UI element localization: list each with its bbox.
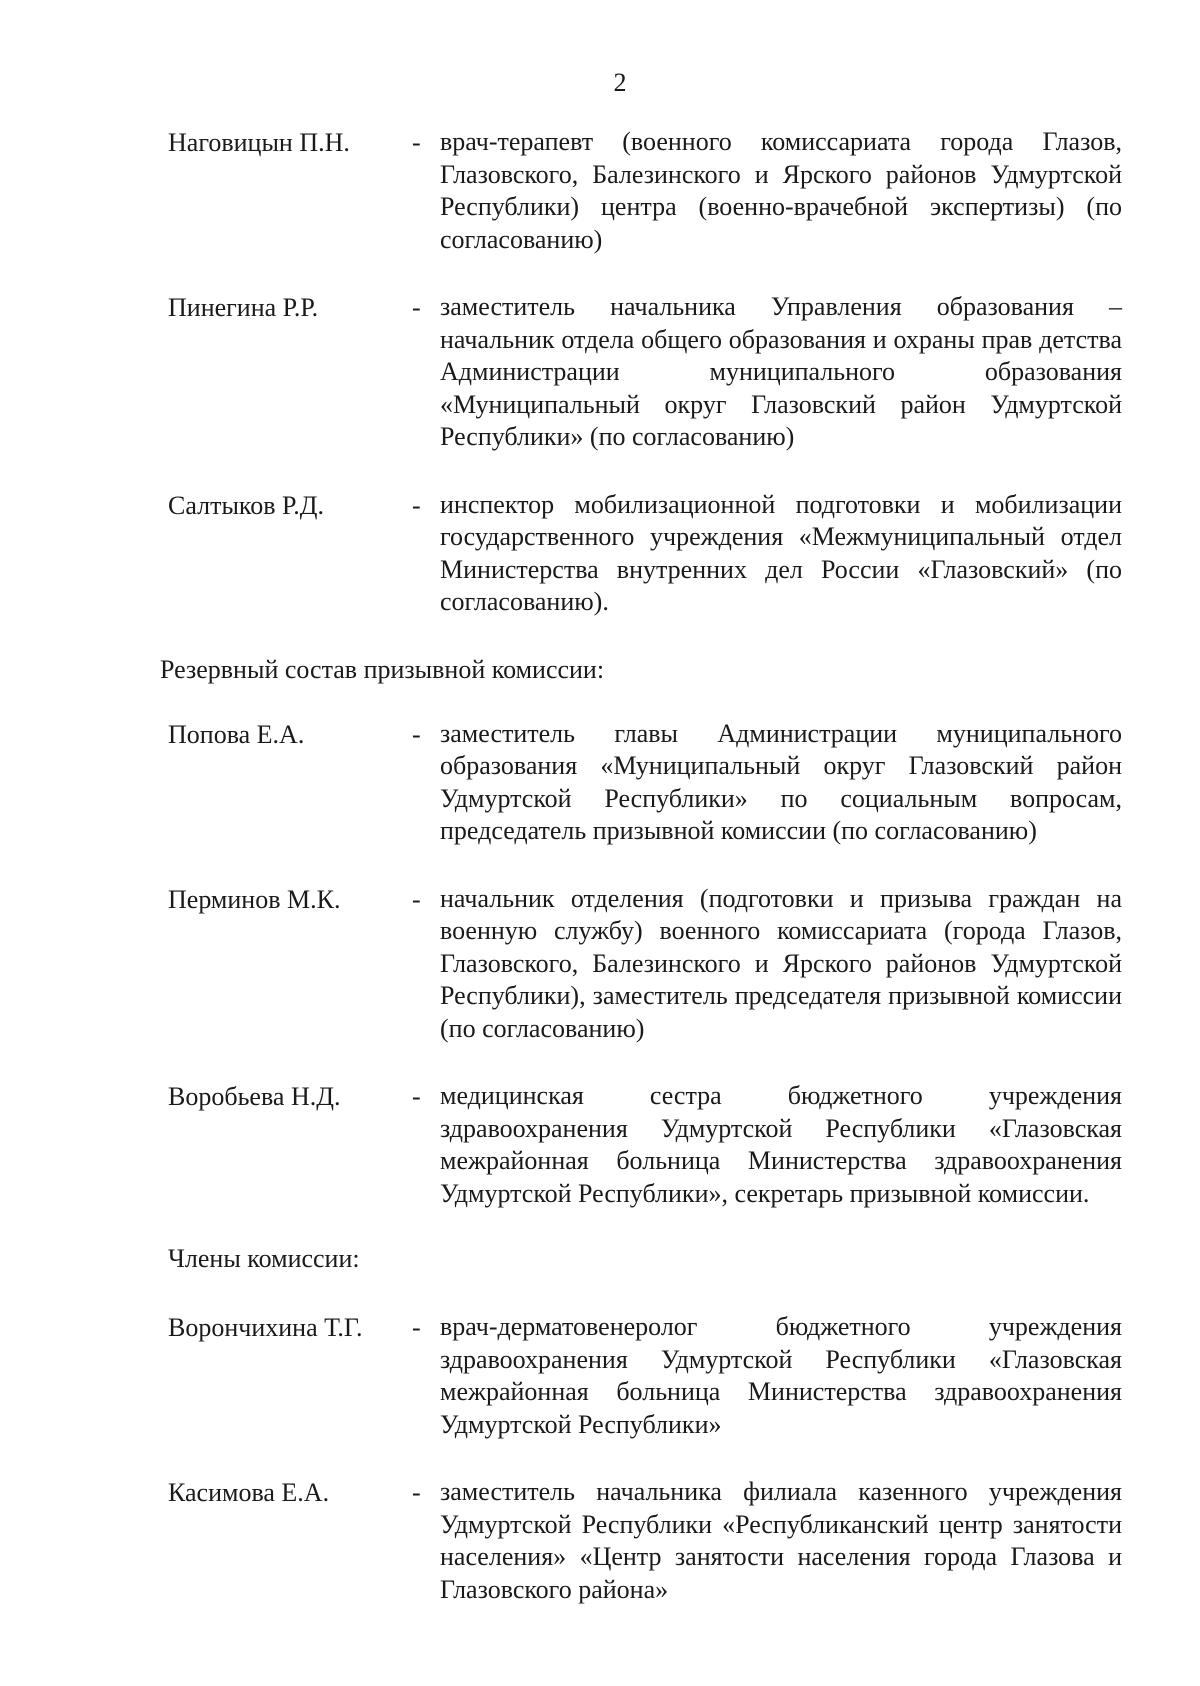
member-name: Наговицын П.Н. (168, 128, 350, 157)
member-name: Салтыков Р.Д. (168, 490, 324, 520)
dash-separator: - (412, 128, 421, 157)
dash-separator: - (412, 1478, 421, 1507)
member-name: Воробьева Н.Д. (168, 1082, 341, 1111)
commission-member-entry (168, 126, 1128, 256)
dash-separator: - (412, 884, 421, 914)
member-position: врач-терапевт (военного комиссариата города Глазов, Глазовского, Балезинского и Ярского районов Удмуртской Республики) центра (военно-врачебной экспертизы) (по согласованию) (440, 127, 1122, 254)
member-name: Ворончихина Т.Г. (168, 1313, 363, 1342)
member-position: заместитель начальника филиала казенного учреждения Удмуртской Республики «Республиканский центр занятости населения» «Центр занятости населения города Глазова и Глазовского района» (440, 1477, 1122, 1604)
member-position: медицинская сестра бюджетного учреждения здравоохранения Удмуртской Республики «Глазовская межрайонная больница Министерства здравоохранения Удмуртской Республики», секретарь призывной комиссии. (440, 1081, 1122, 1208)
member-position: заместитель главы Администрации муниципального образования «Муниципальный округ Глазовский район Удмуртской Республики» по социальным вопросам, председатель призывной комиссии (по согласованию) (440, 718, 1122, 845)
dash-separator: - (412, 1313, 421, 1342)
member-name: Касимова Е.А. (168, 1478, 330, 1507)
member-name: Перминов М.К. (168, 884, 341, 914)
member-position: заместитель начальника Управления образования – начальник отдела общего образования и охраны прав детства Администрации муниципального образования «Муниципальный округ Глазовский район Удмуртской Республики» (по согласованию) (440, 292, 1122, 451)
commission-members-heading: Члены комиссии: (168, 1244, 360, 1273)
commission-member-entry (168, 1476, 1128, 1606)
member-position: врач-дерматовенеролог бюджетного учреждения здравоохранения Удмуртской Республики «Глазовская межрайонная больница Министерства здравоохранения Удмуртской Республики» (440, 1312, 1122, 1439)
commission-member-entry (168, 1311, 1128, 1441)
commission-member-entry (168, 291, 1128, 454)
member-name: Попова Е.А. (168, 719, 305, 749)
dash-separator: - (412, 490, 421, 520)
member-name: Пинегина Р.Р. (168, 293, 319, 322)
dash-separator: - (412, 719, 421, 749)
document-body (160, 126, 1128, 1606)
reserve-member-entry (168, 718, 1128, 848)
dash-separator: - (412, 293, 421, 322)
commission-member-entry (168, 489, 1128, 619)
member-position: начальник отделения (подготовки и призыва граждан на военную службу) военного комиссариата (города Глазов, Глазовского, Балезинского и Ярского районов Удмуртской Республики), заместитель председателя призывной комиссии (по согласованию) (440, 883, 1122, 1043)
reserve-member-entry (168, 883, 1128, 1046)
member-position: инспектор мобилизационной подготовки и мобилизации государственного учреждения «Межмуниципальный отдел Министерства внутренних дел России «Глазовский» (по согласованию). (440, 489, 1122, 616)
reserve-member-entry (168, 1080, 1128, 1210)
reserve-composition-heading: Резервный состав призывной комиссии: (160, 654, 605, 684)
dash-separator: - (412, 1082, 421, 1111)
page-number: 2 (613, 68, 627, 97)
